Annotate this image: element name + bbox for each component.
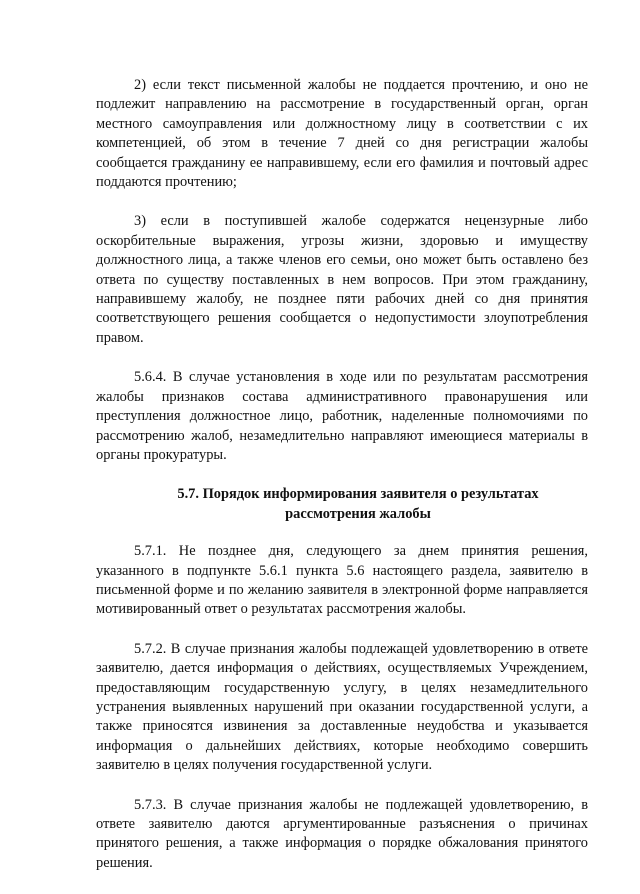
document-page bbox=[96, 76, 588, 893]
paragraph-5-7-1: 5.7.1. Не позднее дня, следующего за днем принятия решения, указанного в подпункте 5.6.1 пункта 5.6 настоящего раздела, заявителю в письменной форме и по желанию заявителя в электронной форме направляется мотивированный ответ о результатах рассмотрения жалобы. bbox=[96, 543, 588, 618]
paragraph-item-2: 2) если текст письменной жалобы не поддается прочтению, и оно не подлежит направлению на рассмотрение в государственный орган, орган местного самоуправления или должностному лицу в соответствии с их компетенцией, об этом в течение 7 дней со дня регистрации жалобы сообщается гражданину ее направившему, если его фамилия и почтовый адрес поддаются прочтению; bbox=[96, 77, 588, 191]
paragraph-5-6-4: 5.6.4. В случае установления в ходе или по результатам рассмотрения жалобы признаков состава административного правонарушения или преступления должностное лицо, работник, наделенные полномочиями по рассмотрению жалоб, незамедлительно направляют имеющиеся материалы в органы прокуратуры. bbox=[96, 369, 588, 463]
paragraph-5-7-2: 5.7.2. В случае признания жалобы подлежащей удовлетворению в ответе заявителю, дается информация о действиях, осуществляемых Учреждением, предоставляющим государственную услугу, в целях незамедлительного устранения выявленных нарушений при оказании государственной услуги, а также приносятся извинения за доставленные неудобства и указывается информация о дальнейших действиях, которые необходимо совершить заявителю в целях получения государственной услуги. bbox=[96, 640, 588, 774]
paragraph-item-3: 3) если в поступившей жалобе содержатся нецензурные либо оскорбительные выражения, угрозы жизни, здоровью и имуществу должностного лица, а также членов его семьи, оно может быть оставлено без ответа по существу поставленных в нем вопросов. При этом гражданину, направившему жалобу, не позднее пяти рабочих дней со дня принятия соответствующего решения сообщается о недопустимости злоупотребления правом. bbox=[96, 213, 588, 346]
paragraph-5-7-3: 5.7.3. В случае признания жалобы не подлежащей удовлетворению, в ответе заявителю даются аргументированные разъяснения о причинах принятого решения, а также информация о порядке обжалования принятого решения. bbox=[96, 796, 588, 871]
section-heading-5-7: 5.7. Порядок информирования заявителя о результатах рассмотрения жалобы bbox=[177, 486, 539, 522]
